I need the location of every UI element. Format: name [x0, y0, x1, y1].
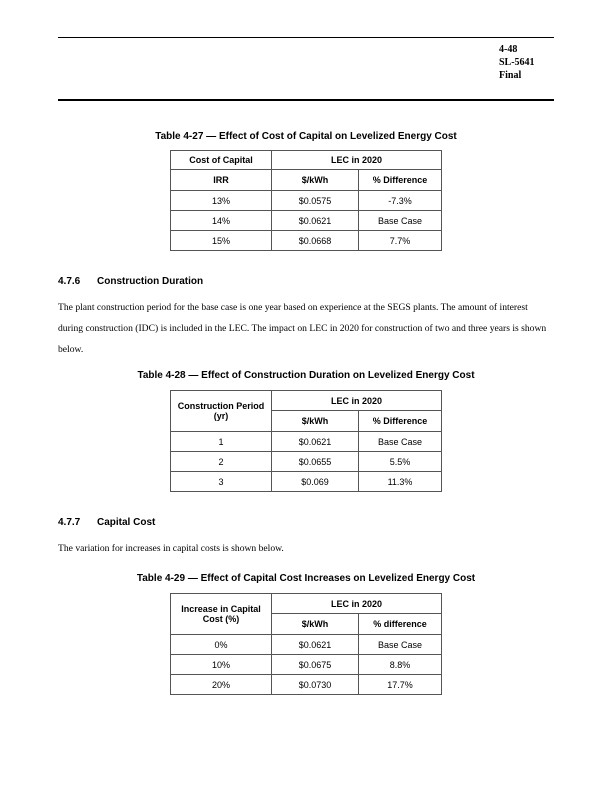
table-29-first-header: Increase in Capital Cost (%) — [171, 594, 272, 635]
section-477-heading — [58, 517, 155, 528]
section-476-number: 4.7.6 — [58, 276, 81, 287]
document-status: Final — [499, 70, 522, 81]
section-477-title: Capital Cost — [97, 517, 156, 528]
table-row — [171, 452, 442, 472]
table-row — [171, 655, 442, 675]
header-rule-bottom — [58, 99, 554, 101]
table-cell: 5.5% — [359, 452, 442, 472]
table-27-col-header: % Difference — [359, 170, 442, 191]
table-cell: 15% — [171, 231, 272, 251]
table-cell: 2 — [171, 452, 272, 472]
table-cell: $0.069 — [272, 472, 359, 492]
page-number: 4-48 — [499, 44, 518, 55]
table-27 — [170, 150, 442, 251]
section-477-number: 4.7.7 — [58, 517, 81, 528]
table-cell: $0.0621 — [272, 432, 359, 452]
table-28-first-header: Construction Period (yr) — [171, 391, 272, 432]
table-29-col-header: $/kWh — [272, 614, 359, 635]
table-28 — [170, 390, 442, 492]
table-29 — [170, 593, 442, 695]
table-cell: Base Case — [359, 432, 442, 452]
table-cell: -7.3% — [359, 191, 442, 211]
table-row — [171, 211, 442, 231]
section-476-title: Construction Duration — [97, 276, 204, 287]
table-cell: Base Case — [359, 635, 442, 655]
table-28-col-header: % Difference — [359, 411, 442, 432]
table-cell: 1 — [171, 432, 272, 452]
table-cell: 8.8% — [359, 655, 442, 675]
table-cell: 14% — [171, 211, 272, 231]
table-28-caption: Table 4-28 — Effect of Construction Duration on Levelized Energy Cost — [137, 370, 475, 381]
table-27-col-header: IRR — [171, 170, 272, 191]
table-cell: $0.0668 — [272, 231, 359, 251]
table-cell: Base Case — [359, 211, 442, 231]
table-cell: $0.0655 — [272, 452, 359, 472]
table-row — [171, 675, 442, 695]
table-27-col-header: $/kWh — [272, 170, 359, 191]
table-cell: $0.0575 — [272, 191, 359, 211]
table-row — [171, 191, 442, 211]
table-row — [171, 432, 442, 452]
table-row — [171, 635, 442, 655]
table-29-group-header-right: LEC in 2020 — [272, 594, 442, 614]
table-27-caption: Table 4-27 — Effect of Cost of Capital on Levelized Energy Cost — [155, 131, 457, 142]
table-27-group-header-left: Cost of Capital — [171, 151, 272, 170]
table-28-group-header-right: LEC in 2020 — [272, 391, 442, 411]
section-477-paragraph: The variation for increases in capital costs is shown below. — [58, 543, 284, 554]
table-cell: $0.0621 — [272, 635, 359, 655]
table-cell: 3 — [171, 472, 272, 492]
table-row — [171, 231, 442, 251]
table-cell: 10% — [171, 655, 272, 675]
table-28-col-header: $/kWh — [272, 411, 359, 432]
table-cell: 0% — [171, 635, 272, 655]
table-cell: $0.0621 — [272, 211, 359, 231]
section-476-heading — [58, 276, 203, 287]
table-cell: 17.7% — [359, 675, 442, 695]
table-row — [171, 472, 442, 492]
table-cell: 20% — [171, 675, 272, 695]
table-29-caption: Table 4-29 — Effect of Capital Cost Increases on Levelized Energy Cost — [136, 573, 476, 584]
table-cell: 13% — [171, 191, 272, 211]
header-rule-top — [58, 37, 554, 38]
table-cell: 11.3% — [359, 472, 442, 492]
table-cell: $0.0730 — [272, 675, 359, 695]
table-cell: 7.7% — [359, 231, 442, 251]
page-header — [499, 43, 535, 82]
table-cell: $0.0675 — [272, 655, 359, 675]
section-476-paragraph: The plant construction period for the base case is one year based on experience at the SEGS plants. The amount of interest during construction (IDC) is included in the LEC. The impact on LEC in 2020 for construction of two and three years is shown below. — [58, 302, 547, 355]
document-id: SL-5641 — [499, 57, 535, 68]
table-27-group-header-right: LEC in 2020 — [272, 151, 442, 170]
table-29-col-header: % difference — [359, 614, 442, 635]
